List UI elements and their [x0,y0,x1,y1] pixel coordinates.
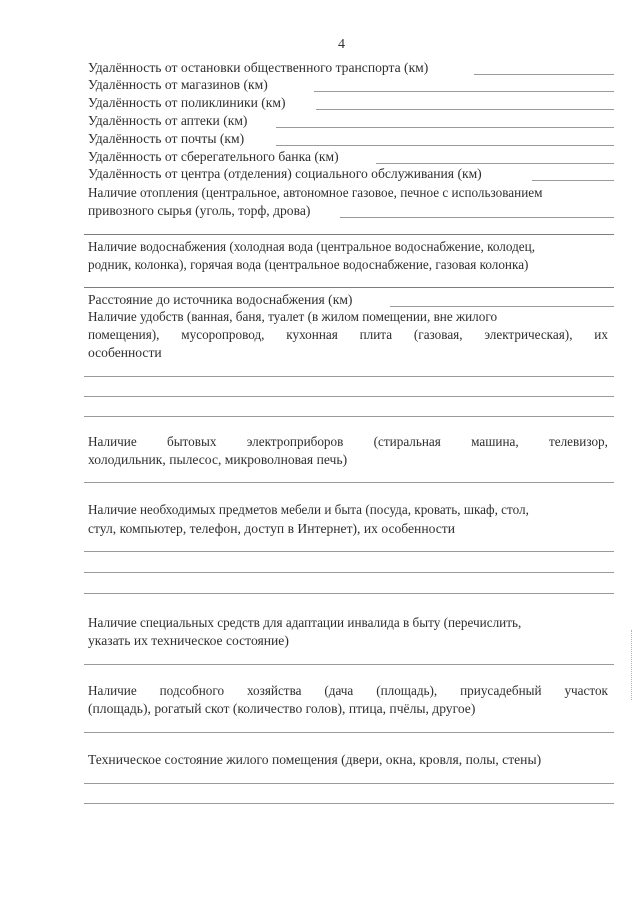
answer-line[interactable] [84,664,614,665]
answer-line[interactable] [84,234,614,235]
answer-line[interactable] [276,127,614,128]
field-label-appliances-2: холодильник, пылесос, микроволновая печь) [88,452,348,467]
field-label-heating: Наличие отопления (центральное, автономное газовое, печное с использованием [88,185,543,200]
field-label-appliances: Наличие бытовых электроприборов (стиральная машина, телевизор, [88,434,608,449]
answer-line[interactable] [84,572,614,573]
field-label-clinic: Удалённость от поликлиники (км) [88,95,286,110]
field-label-amenities: Наличие удобств (ванная, баня, туалет (в жилом помещении, вне жилого [88,309,498,324]
field-label-furniture-2: стул, компьютер, телефон, доступ в Интернет), их особенности [88,521,455,536]
field-label-condition: Техническое состояние жилого помещения (двери, окна, кровля, полы, стены) [88,752,542,767]
answer-line[interactable] [340,217,614,218]
field-label-household-2: (площадь), рогатый скот (количество голов), птица, пчёлы, другое) [88,701,476,716]
answer-line[interactable] [390,306,614,307]
answer-line[interactable] [84,551,614,552]
field-label-water: Наличие водоснабжения (холодная вода (центральное водоснабжение, колодец, [88,239,536,254]
answer-line[interactable] [84,376,614,377]
scan-edge-mark [631,630,638,700]
field-label-social-center: Удалённость от центра (отделения) социального обслуживания (км) [88,166,482,181]
field-label-shops: Удалённость от магазинов (км) [88,77,268,92]
field-label-household: Наличие подсобного хозяйства (дача (площадь), приусадебный участок [88,683,608,698]
answer-line[interactable] [84,287,614,288]
answer-line[interactable] [84,416,614,417]
field-label-water-2: родник, колонка), горячая вода (центральное водоснабжение, газовая колонка) [88,257,529,272]
field-label-disability-aids: Наличие специальных средств для адаптации инвалида в быту (перечислить, [88,615,522,630]
answer-line[interactable] [84,482,614,483]
field-label-pharmacy: Удалённость от аптеки (км) [88,113,248,128]
answer-line[interactable] [84,732,614,733]
field-label-disability-aids-2: указать их техническое состояние) [88,633,289,648]
field-label-furniture: Наличие необходимых предметов мебели и быта (посуда, кровать, шкаф, стол, [88,502,529,517]
answer-line[interactable] [474,74,614,75]
answer-line[interactable] [84,593,614,594]
field-label-amenities-3: особенности [88,345,162,360]
answer-line[interactable] [84,783,614,784]
answer-line[interactable] [276,145,614,146]
field-label-water-distance: Расстояние до источника водоснабжения (км) [88,292,353,307]
answer-line[interactable] [314,91,614,92]
answer-line[interactable] [84,803,614,804]
answer-line[interactable] [84,396,614,397]
field-label-post: Удалённость от почты (км) [88,131,245,146]
field-label-bank: Удалённость от сберегательного банка (км) [88,149,339,164]
answer-line[interactable] [376,163,614,164]
field-label-amenities-2: помещения), мусоропровод, кухонная плита (газовая, электрическая), их [88,327,608,342]
page-number: 4 [338,37,345,52]
field-label-heating-2: привозного сырья (уголь, торф, дрова) [88,203,311,218]
answer-line[interactable] [316,109,614,110]
answer-line[interactable] [532,180,614,181]
field-label-transport: Удалённость от остановки общественного транспорта (км) [88,60,429,75]
